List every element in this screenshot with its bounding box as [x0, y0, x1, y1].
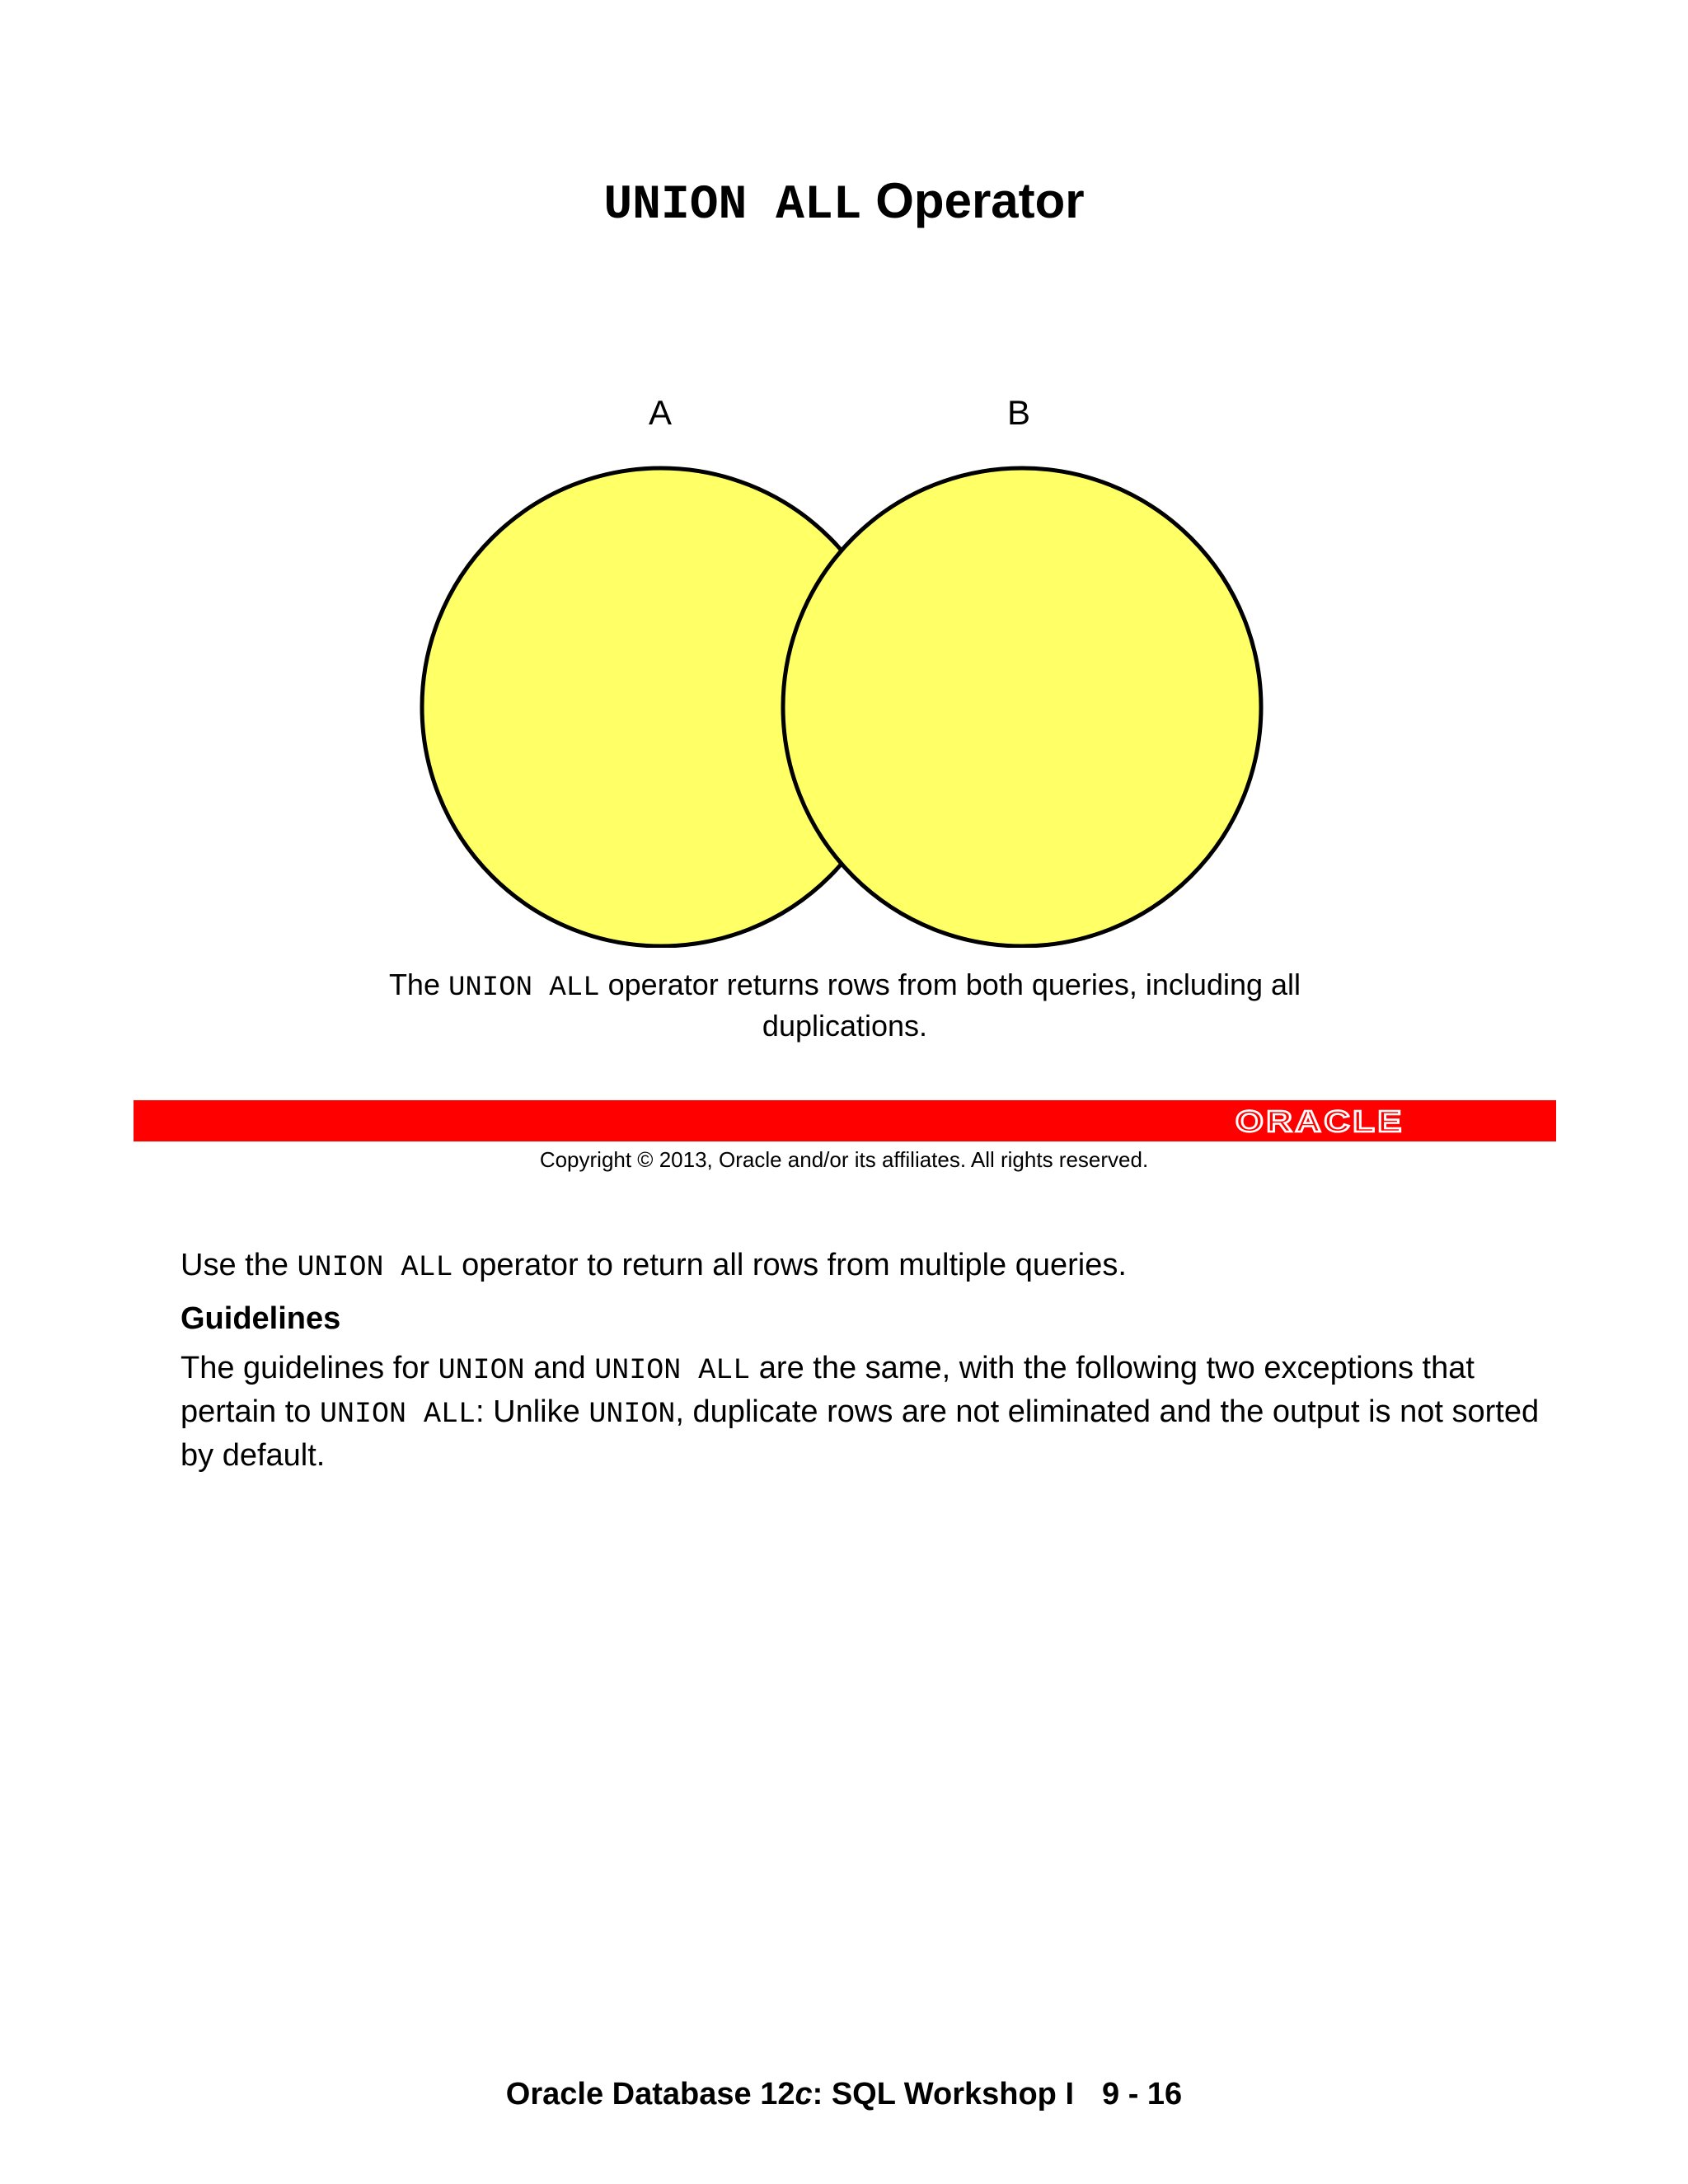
- footer-italic: c: [795, 2077, 813, 2111]
- caption-code: UNION ALL: [448, 972, 600, 1004]
- guidelines-code: UNION: [438, 1354, 525, 1387]
- footer-text: Oracle Database 12: [505, 2077, 795, 2111]
- guidelines-text: are the same, with the following two exceptions that pertain to: [181, 1351, 1475, 1429]
- guidelines-heading: Guidelines: [181, 1301, 341, 1336]
- oracle-banner: [134, 1100, 1556, 1141]
- title-text: Operator: [861, 173, 1085, 228]
- venn-label-a: A: [648, 393, 673, 432]
- guidelines-text: , duplicate rows are not eliminated and the output is not sorted by default.: [181, 1394, 1540, 1473]
- page-footer: [0, 2075, 1688, 2113]
- caption-text: The: [388, 968, 448, 1001]
- venn-label-b: B: [1006, 393, 1031, 432]
- title-code: UNION ALL: [603, 179, 862, 232]
- set-b-circle: [783, 468, 1261, 946]
- notes-section: [181, 1244, 1540, 1476]
- slide-title: [0, 171, 1688, 235]
- intro-code: UNION ALL: [297, 1251, 453, 1284]
- guidelines-code: UNION ALL: [320, 1398, 476, 1431]
- intro-text: Use the: [181, 1248, 298, 1282]
- guidelines-code: UNION ALL: [594, 1354, 751, 1387]
- guidelines-code: UNION: [588, 1398, 676, 1431]
- copyright-notice: Copyright © 2013, Oracle and/or its affiliates. All rights reserved.: [539, 1147, 1149, 1172]
- intro-paragraph: [181, 1244, 1540, 1288]
- oracle-logo-text: ORACLE: [1236, 1105, 1404, 1137]
- page-number: 9 - 16: [1102, 2077, 1183, 2111]
- footer-text: : SQL Workshop I: [812, 2077, 1075, 2111]
- venn-diagram: [0, 387, 1688, 948]
- guidelines-text: and: [524, 1351, 595, 1385]
- oracle-logo: [1236, 1105, 1414, 1137]
- guidelines-text: : Unlike: [476, 1394, 589, 1429]
- diagram-caption: [313, 966, 1376, 1045]
- guidelines-paragraph: [181, 1347, 1540, 1476]
- caption-text: operator returns rows from both queries, including all duplications.: [599, 968, 1301, 1043]
- guidelines-text: The guidelines for: [181, 1351, 438, 1385]
- intro-text: operator to return all rows from multiple queries.: [452, 1248, 1127, 1282]
